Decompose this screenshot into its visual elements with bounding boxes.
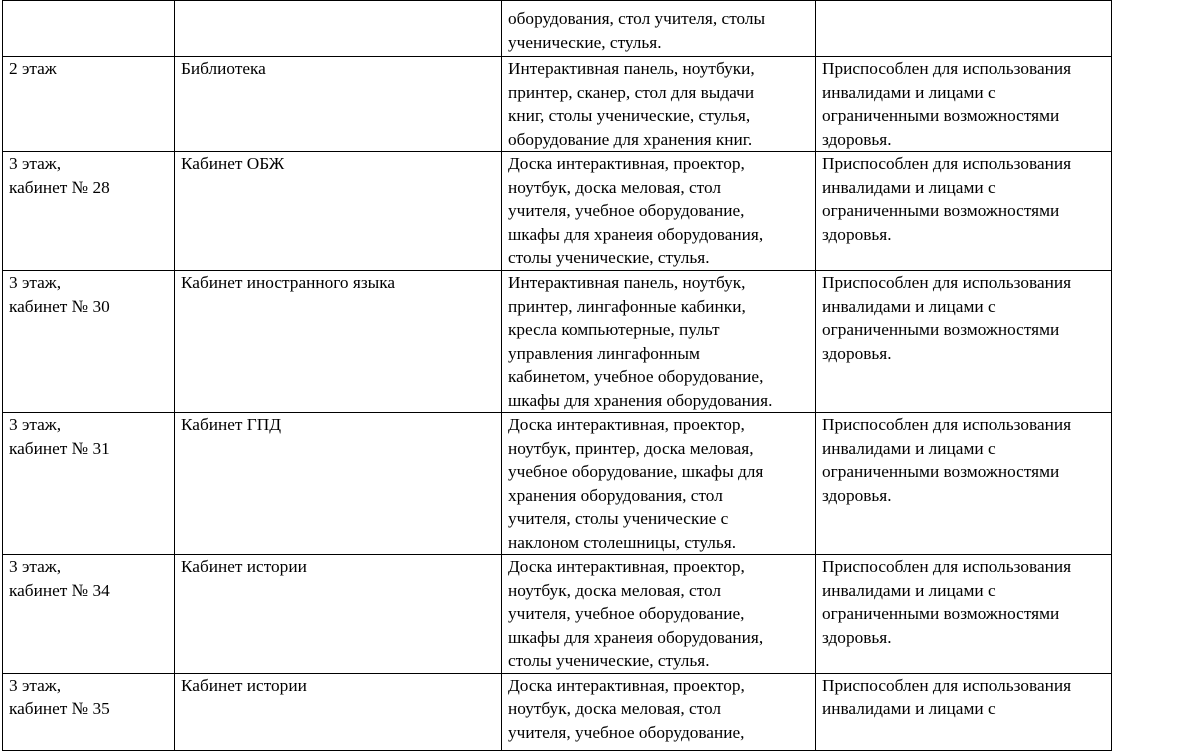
equipment-text: Доска интерактивная, проектор, ноутбук, доска меловая, стол учителя, учебное оборудование, шкафы для хранеия оборудования, столы ученические, стулья. xyxy=(508,154,764,267)
facilities-table xyxy=(2,0,1112,751)
table-row xyxy=(3,57,1112,152)
floor-text: 2 этаж xyxy=(9,59,57,78)
equipment-text: Доска интерактивная, проектор, ноутбук, доска меловая, стол учителя, учебное оборудование, шкафы для хранеия оборудования, столы ученические, стулья. xyxy=(508,557,764,670)
equipment-text: Интерактивная панель, ноутбук, принтер, лингафонные кабинки, кресла компьютерные, пульт управления лингафонным кабинетом, учебное оборудование, шкафы для хранения оборудования. xyxy=(508,273,773,410)
accessibility-cell xyxy=(816,1,1112,57)
floor-text: 3 этаж, кабинет № 35 xyxy=(9,675,110,718)
table-row xyxy=(3,673,1112,750)
accessibility-cell xyxy=(816,673,1112,750)
equipment-cell xyxy=(502,673,816,750)
room-cell xyxy=(175,413,502,555)
table-row xyxy=(3,413,1112,555)
accessibility-text: Приспособлен для использования инвалидами и лицами с ограниченными возможностями здоровья. xyxy=(822,557,1072,647)
floor-text: 3 этаж, кабинет № 31 xyxy=(9,415,110,458)
accessibility-cell xyxy=(816,413,1112,555)
table-row xyxy=(3,271,1112,413)
equipment-text: оборудования, стол учителя, столы ученические, стулья. xyxy=(508,9,766,52)
room-cell xyxy=(175,673,502,750)
room-cell xyxy=(175,1,502,57)
accessibility-cell xyxy=(816,152,1112,271)
equipment-cell xyxy=(502,271,816,413)
accessibility-text: Приспособлен для использования инвалидами и лицами с ограниченными возможностями здоровья. xyxy=(822,273,1072,363)
room-cell xyxy=(175,271,502,413)
floor-text: 3 этаж, кабинет № 28 xyxy=(9,154,110,197)
room-cell xyxy=(175,555,502,674)
floor-text: 3 этаж, кабинет № 34 xyxy=(9,557,110,600)
equipment-text: Интерактивная панель, ноутбуки, принтер, сканер, стол для выдачи книг, столы ученические, стулья, оборудование для хранения книг. xyxy=(508,59,755,149)
floor-cell xyxy=(3,1,175,57)
floor-cell xyxy=(3,152,175,271)
table-row xyxy=(3,555,1112,674)
room-text: Кабинет ОБЖ xyxy=(181,154,285,173)
room-cell xyxy=(175,152,502,271)
equipment-cell xyxy=(502,413,816,555)
room-text: Библиотека xyxy=(181,59,266,78)
equipment-cell xyxy=(502,1,816,57)
table-row xyxy=(3,1,1112,57)
equipment-cell xyxy=(502,57,816,152)
room-text: Кабинет иностранного языка xyxy=(181,273,396,292)
equipment-cell xyxy=(502,152,816,271)
accessibility-cell xyxy=(816,57,1112,152)
accessibility-cell xyxy=(816,271,1112,413)
room-text: Кабинет истории xyxy=(181,675,307,695)
equipment-text: Доска интерактивная, проектор, ноутбук, доска меловая, стол учителя, учебное оборудование, xyxy=(508,675,745,742)
accessibility-text: Приспособлен для использования инвалидами и лицами с ограниченными возможностями здоровья. xyxy=(822,415,1072,505)
floor-cell xyxy=(3,57,175,152)
floor-cell xyxy=(3,673,175,750)
accessibility-text: Приспособлен для использования инвалидами и лицами с ограниченными возможностями здоровья. xyxy=(822,59,1072,149)
room-text: Кабинет ГПД xyxy=(181,415,282,434)
accessibility-text: Приспособлен для использования инвалидами и лицами с xyxy=(822,675,1072,718)
accessibility-text: Приспособлен для использования инвалидами и лицами с ограниченными возможностями здоровья. xyxy=(822,154,1072,244)
room-cell xyxy=(175,57,502,152)
room-text: Кабинет истории xyxy=(181,557,307,576)
floor-cell xyxy=(3,271,175,413)
floor-text: 3 этаж, кабинет № 30 xyxy=(9,273,110,316)
equipment-text: Доска интерактивная, проектор, ноутбук, принтер, доска меловая, учебное оборудование, шкафы для хранения оборудования, стол учителя, столы ученические с наклоном столешницы, стулья. xyxy=(508,415,764,552)
equipment-cell xyxy=(502,555,816,674)
accessibility-cell xyxy=(816,555,1112,674)
floor-cell xyxy=(3,555,175,674)
table-row xyxy=(3,152,1112,271)
floor-cell xyxy=(3,413,175,555)
